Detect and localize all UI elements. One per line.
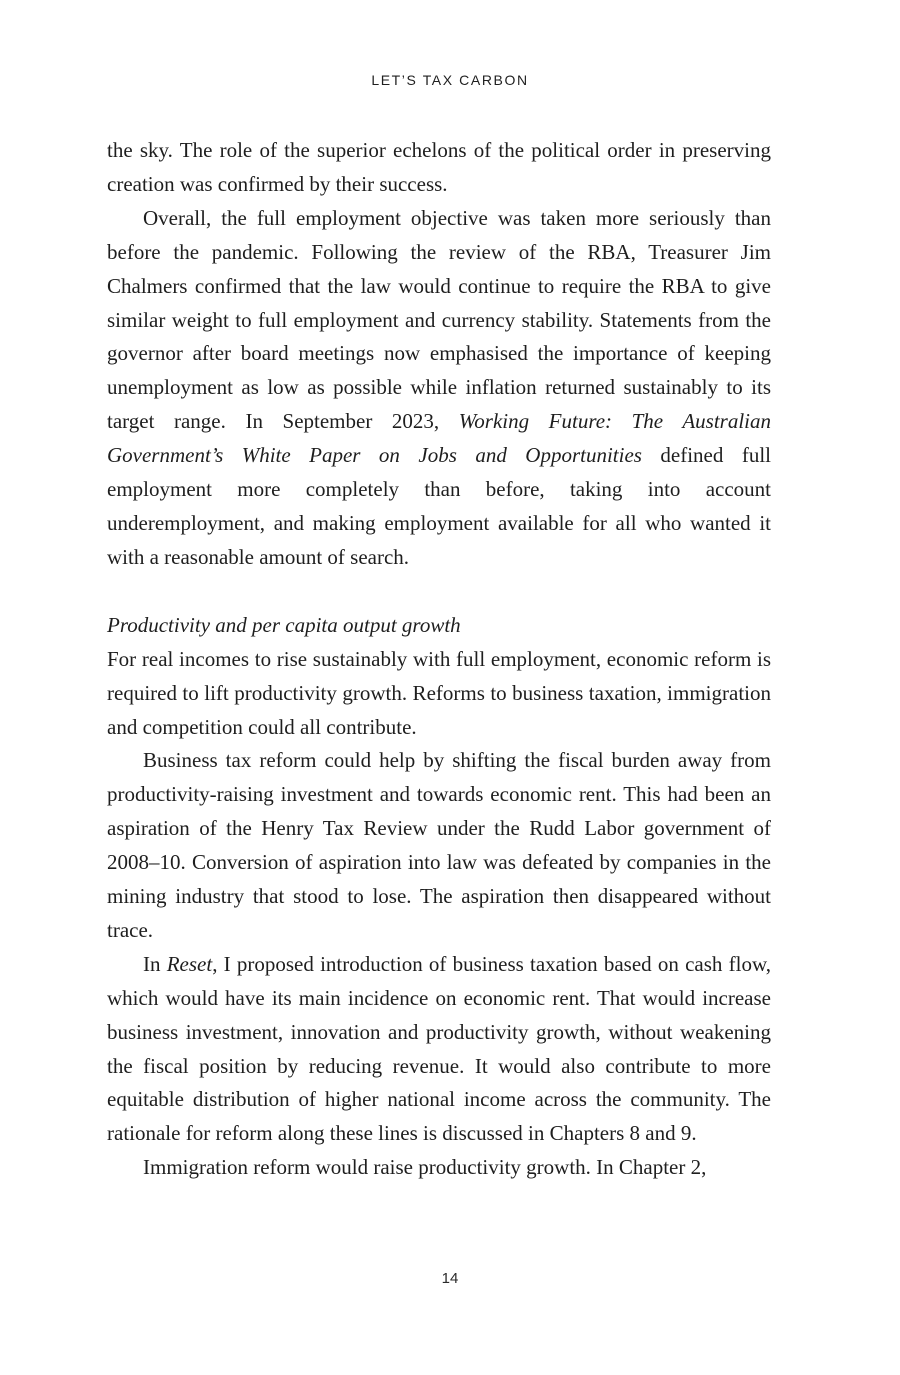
paragraph-text: Overall, the full employment objective was taken more seriously than before the pandemic. Following the review of the RBA, Treasurer Jim Chalmers confirmed that the law would continue to require the RBA to give similar weight to full employment and currency stability. Statements from the governor after board meetings now emphasised the importance of keeping unemployment as low as possible while inflation returned sustainably to its target range. In September 2023, [107, 205, 771, 434]
page-number: 14 [441, 1270, 459, 1287]
paragraph-text: In [143, 951, 167, 976]
paragraph-reset [107, 948, 771, 1151]
body-text [107, 134, 771, 1185]
white-paper-title: Working Future: The Australian Government’s White Paper on Jobs and Opportunities [107, 409, 771, 468]
section-heading: Productivity and per capita output growth [107, 612, 461, 637]
paragraph-immigration: Immigration reform would raise productivity growth. In Chapter 2, [143, 1155, 707, 1180]
paragraph-full-employment [107, 202, 771, 575]
paragraph-continuation: the sky. The role of the superior echelons of the political order in preserving creation was confirmed by their success. [107, 138, 771, 196]
paragraph-productivity-intro: For real incomes to rise sustainably with full employment, economic reform is required to lift productivity growth. Reforms to business taxation, immigration and competition could all contribute. [107, 646, 771, 739]
running-head: LET’S TAX CARBON [371, 72, 529, 88]
paragraph-business-tax: Business tax reform could help by shifting the fiscal burden away from productivity-raising investment and towards economic rent. This had been an aspiration of the Henry Tax Review under the Rudd Labor government of 2008–10. Conversion of aspiration into law was defeated by companies in the mining industry that stood to lose. The aspiration then disappeared without trace. [107, 748, 771, 942]
paragraph-text: , I proposed introduction of business taxation based on cash flow, which would have its main incidence on economic rent. That would increase business investment, innovation and productivity growth, without weakening the fiscal position by reducing revenue. It would also contribute to more equitable distribution of higher national income across the community. The rationale for reform along these lines is discussed in Chapters 8 and 9. [107, 951, 772, 1146]
paragraph-text: defined full employment more completely than before, taking into account underemployment, and making employment available for all who wanted it with a reasonable amount of search. [107, 443, 771, 569]
book-title-reset: Reset [166, 951, 213, 976]
